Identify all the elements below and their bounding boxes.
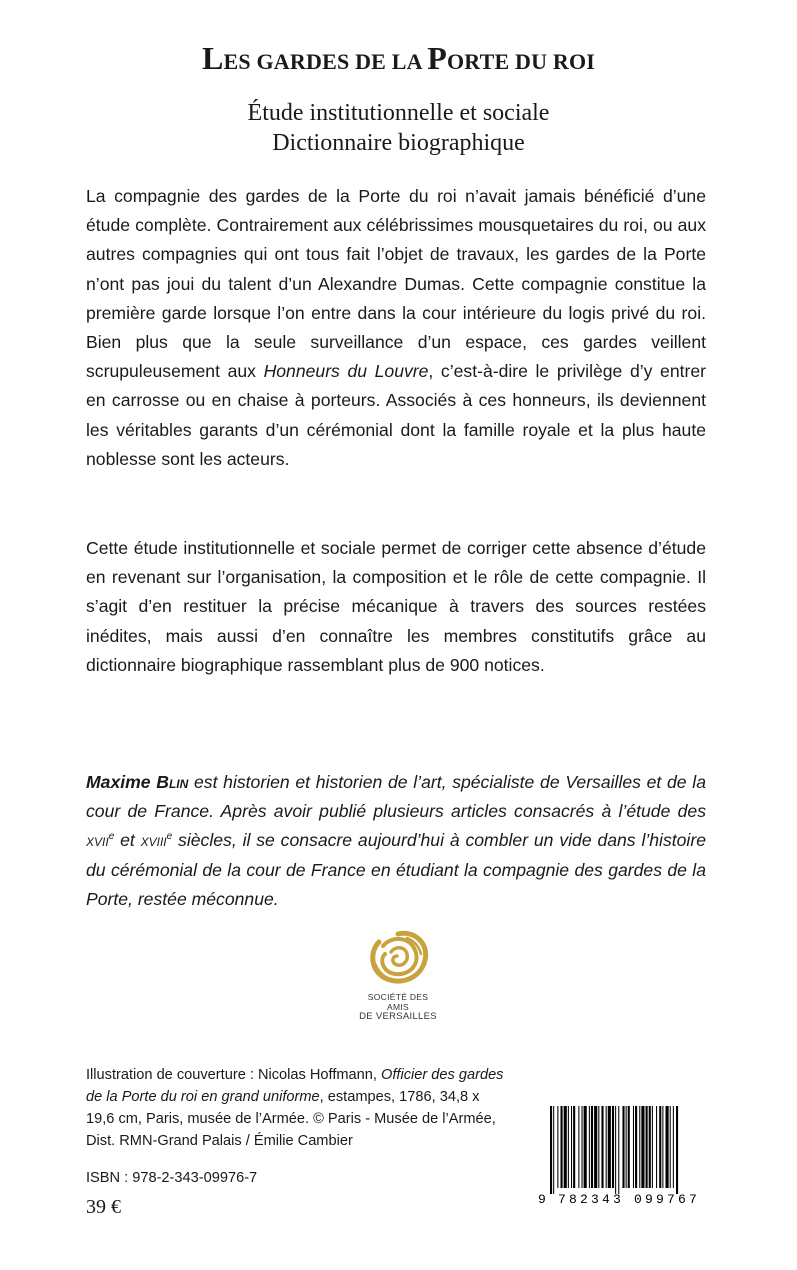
logo-text-line-1: SOCIÉTÉ DES AMIS xyxy=(367,992,429,1012)
author-name xyxy=(86,772,188,792)
barcode-bar xyxy=(553,1106,554,1194)
barcode-bar xyxy=(656,1106,657,1188)
paragraph-1-text-a: La compagnie des gardes de la Porte du roi n’avait jamais bénéficié d’une étude complète. Contrairement aux célébrissimes mousquetaires du roi, ou aux autres compagnies qui ont tous fait l’objet de travaux, les gardes de la Porte n’ont pas joui du talent d’un Alexandre Dumas. Cette compagnie constitue la première garde lorsque l’on entre dans la cour intérieure du logis privé du roi. Bien plus que la seule surveillance d’un espace, ces gardes veillent scrupuleusement aux xyxy=(86,186,706,382)
price: 39 € xyxy=(86,1196,121,1218)
author-last-name: Blin xyxy=(156,772,189,792)
barcode-bar xyxy=(568,1106,569,1188)
barcode-bar xyxy=(601,1106,603,1188)
barcode-bar xyxy=(676,1106,678,1194)
century-18: xviii xyxy=(140,830,167,851)
title-initial-1: L xyxy=(201,40,224,76)
barcode-bar xyxy=(608,1106,611,1188)
barcode-bar xyxy=(646,1106,648,1188)
barcode-bar xyxy=(589,1106,590,1188)
barcode-bar xyxy=(662,1106,663,1188)
barcode-bar xyxy=(673,1106,674,1188)
century-18-sup: e xyxy=(166,831,173,843)
barcode-bar xyxy=(649,1106,651,1188)
isbn-barcode xyxy=(536,1102,716,1206)
barcode-bar xyxy=(591,1106,593,1188)
book-title xyxy=(0,40,797,77)
author-first-name: Maxime xyxy=(86,772,157,792)
paragraph-1-italic: Honneurs du Louvre xyxy=(263,361,429,382)
barcode-bar xyxy=(622,1106,624,1188)
barcode-bar xyxy=(606,1106,607,1188)
barcode-bar xyxy=(666,1106,669,1188)
rose-logo-icon xyxy=(363,926,433,988)
barcode-bar xyxy=(582,1106,583,1188)
barcode-bar xyxy=(598,1106,599,1188)
cover-illustration-credits xyxy=(86,1064,506,1152)
barcode-bar xyxy=(659,1106,661,1188)
barcode-bar xyxy=(584,1106,587,1188)
title-initial-2: P xyxy=(427,40,447,76)
credits-suffix: , estampes, 1786, 34,8 x 19,6 cm, Paris, musée de l’Armée. © Paris - Musée de l’Armée, Dist. RMN-Grand Palais / Émilie Cambier xyxy=(86,1089,496,1149)
paragraph-1-text-b: , c’est-à-dire le privilège d’y entrer en carrosse ou en chaise à porteurs. Associés à ces honneurs, ils deviennent les véritables garants d’un cérémonial dont la famille royale et la plus haute noblesse sont les acteurs. xyxy=(86,361,706,469)
barcode-bar xyxy=(612,1106,614,1188)
century-17: xvii xyxy=(86,830,109,851)
barcode-bar xyxy=(652,1106,653,1188)
barcode-bar xyxy=(641,1106,644,1188)
barcode-bar xyxy=(626,1106,627,1188)
barcode-bar xyxy=(571,1106,572,1188)
subtitle-line-1: Étude institutionnelle et sociale xyxy=(247,100,550,126)
barcode-bar xyxy=(557,1106,558,1188)
credits-artwork-title: Officier des gardes de la Porte du roi en grand uniforme xyxy=(86,1067,504,1105)
bio-text-3: siècles, il se consacre aujourd’hui à combler un vide dans l’histoire du cérémonial de la cour de France en étudiant la compagnie des gardes de la Porte, restée méconnue. xyxy=(86,830,706,909)
societe-amis-versailles-logo xyxy=(356,926,440,1022)
barcode-bar xyxy=(635,1106,637,1188)
barcode-bar xyxy=(670,1106,671,1188)
barcode-bar xyxy=(633,1106,634,1188)
logo-text-line-2: DE VERSAILLES xyxy=(359,1011,437,1022)
barcode-bar xyxy=(550,1106,552,1194)
description-paragraph-1 xyxy=(86,182,706,474)
barcode-bar xyxy=(594,1106,597,1188)
barcode-bar xyxy=(573,1106,575,1188)
barcode-bar xyxy=(561,1106,563,1188)
barcode-bar xyxy=(618,1106,619,1194)
barcode-group-2: 099767 xyxy=(634,1192,701,1206)
barcode-bar xyxy=(615,1106,616,1194)
subtitle-line-2: Dictionnaire biographique xyxy=(272,130,525,156)
barcode-bar xyxy=(564,1106,567,1188)
credits-prefix: Illustration de couverture : Nicolas Hoffmann, xyxy=(86,1067,381,1083)
century-17-sup: e xyxy=(108,831,115,843)
title-text-1: ES GARDES DE LA xyxy=(223,49,428,74)
author-bio xyxy=(86,768,706,914)
barcode-group-1: 782343 xyxy=(558,1192,625,1206)
barcode-first-digit: 9 xyxy=(538,1192,546,1206)
barcode-bar xyxy=(628,1106,630,1188)
barcode-bar xyxy=(578,1106,579,1188)
bio-text-1: est historien et historien de l’art, spécialiste de Versailles et de la cour de France. Après avoir publié plusieurs articles consacrés à l’étude des xyxy=(86,772,706,822)
isbn: ISBN : 978-2-343-09976-7 xyxy=(86,1170,258,1186)
title-text-2: ORTE DU ROI xyxy=(446,49,596,74)
barcode-bar xyxy=(639,1106,640,1188)
description-paragraph-2: Cette étude institutionnelle et sociale permet de corriger cette absence d’étude en revenant sur l’organisation, la composition et le rôle de cette compagnie. Il s’agit d’en restituer la précise mécanique à travers des sources restées inédites, mais aussi d’en connaître les membres constitutifs grâce au dictionnaire biographique rassemblant plus de 900 notices. xyxy=(86,538,706,675)
bio-text-2: et xyxy=(114,830,141,851)
